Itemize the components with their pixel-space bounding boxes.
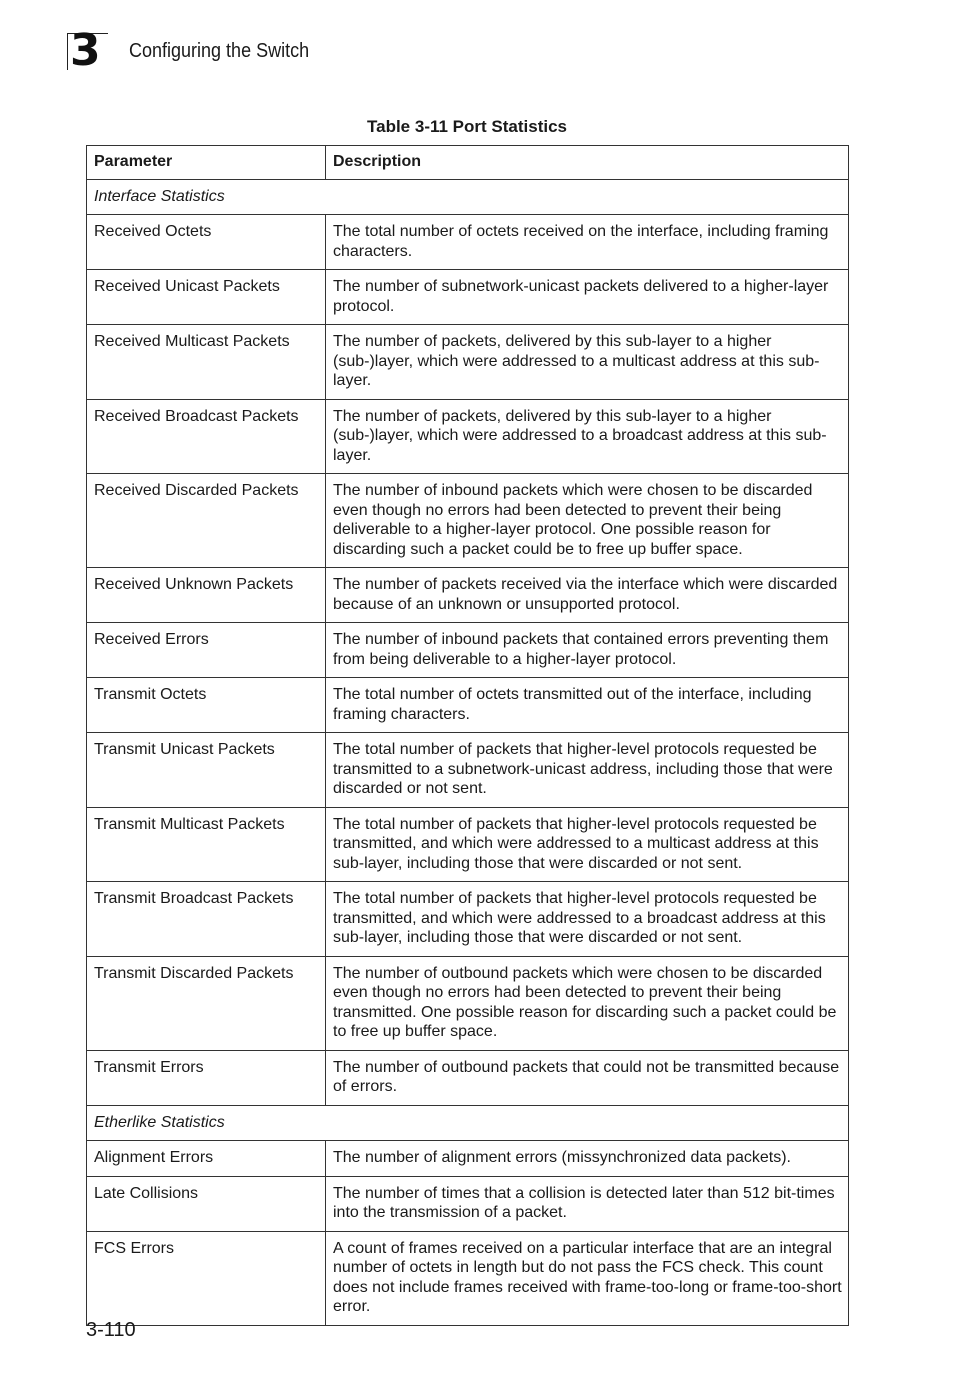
description-cell: The total number of octets received on the interface, including framing characters. [326, 215, 849, 270]
description-cell: The number of outbound packets that could not be transmitted because of errors. [326, 1050, 849, 1105]
description-cell: The total number of packets that higher-level protocols requested be transmitted, and which were addressed to a broadcast address at this sub-layer, including those that were discarded or not sent. [326, 882, 849, 957]
table-section-row [87, 179, 849, 215]
table-section-row [87, 1105, 849, 1141]
column-header-parameter: Parameter [87, 146, 326, 180]
description-cell: A count of frames received on a particular interface that are an integral number of octets in length but do not pass the FCS check. This count does not include frames received with frame-too-long or frame-too-short error. [326, 1231, 849, 1325]
description-cell: The number of packets, delivered by this sub-layer to a higher (sub-)layer, which were addressed to a multicast address at this sub-layer. [326, 325, 849, 400]
table-row [87, 1176, 849, 1231]
chapter-number: 3 [70, 25, 100, 76]
description-cell: The number of inbound packets which were chosen to be discarded even though no errors had been detected to prevent their being deliverable to a higher-layer protocol. One possible reason for discarding such a packet could be to free up buffer space. [326, 474, 849, 568]
table-row [87, 807, 849, 882]
table-row [87, 270, 849, 325]
table-row [87, 568, 849, 623]
parameter-cell: Transmit Broadcast Packets [87, 882, 326, 957]
description-cell: The number of times that a collision is detected later than 512 bit-times into the transmission of a packet. [326, 1176, 849, 1231]
parameter-cell: Transmit Errors [87, 1050, 326, 1105]
page-number: 3-110 [86, 1319, 136, 1341]
port-statistics-table [86, 145, 849, 1326]
parameter-cell: Transmit Unicast Packets [87, 733, 326, 808]
parameter-cell: Received Multicast Packets [87, 325, 326, 400]
table-row [87, 399, 849, 474]
description-cell: The number of subnetwork-unicast packets delivered to a higher-layer protocol. [326, 270, 849, 325]
description-cell: The number of packets, delivered by this sub-layer to a higher (sub-)layer, which were addressed to a broadcast address at this sub-layer. [326, 399, 849, 474]
table-row [87, 215, 849, 270]
table-row [87, 1141, 849, 1177]
parameter-cell: FCS Errors [87, 1231, 326, 1325]
parameter-cell: Alignment Errors [87, 1141, 326, 1177]
table-caption: Table 3-11 Port Statistics [367, 117, 567, 136]
table-row [87, 474, 849, 568]
parameter-cell: Transmit Octets [87, 678, 326, 733]
chapter-title: Configuring the Switch [129, 40, 310, 62]
parameter-cell: Transmit Discarded Packets [87, 956, 326, 1050]
table-row [87, 882, 849, 957]
table-row [87, 623, 849, 678]
description-cell: The total number of packets that higher-level protocols requested be transmitted to a subnetwork-unicast address, including those that were discarded or not sent. [326, 733, 849, 808]
table-row [87, 1050, 849, 1105]
description-cell: The number of alignment errors (missynchronized data packets). [326, 1141, 849, 1177]
description-cell: The total number of packets that higher-level protocols requested be transmitted, and which were addressed to a multicast address at this sub-layer, including those that were discarded or not sent. [326, 807, 849, 882]
parameter-cell: Transmit Multicast Packets [87, 807, 326, 882]
description-cell: The number of outbound packets which were chosen to be discarded even though no errors had been detected to prevent their being transmitted. One possible reason for discarding such a packet could be to free up buffer space. [326, 956, 849, 1050]
description-cell: The number of inbound packets that contained errors preventing them from being deliverable to a higher-layer protocol. [326, 623, 849, 678]
parameter-cell: Received Unknown Packets [87, 568, 326, 623]
parameter-cell: Received Broadcast Packets [87, 399, 326, 474]
table-row [87, 1231, 849, 1325]
table-row [87, 325, 849, 400]
table-row [87, 733, 849, 808]
description-cell: The number of packets received via the interface which were discarded because of an unknown or unsupported protocol. [326, 568, 849, 623]
table-header-row [87, 146, 849, 180]
parameter-cell: Received Unicast Packets [87, 270, 326, 325]
table-body [87, 179, 849, 1325]
section-label: Interface Statistics [87, 179, 849, 215]
parameter-cell: Received Discarded Packets [87, 474, 326, 568]
table-row [87, 678, 849, 733]
parameter-cell: Late Collisions [87, 1176, 326, 1231]
section-label: Etherlike Statistics [87, 1105, 849, 1141]
column-header-description: Description [326, 146, 849, 180]
parameter-cell: Received Errors [87, 623, 326, 678]
parameter-cell: Received Octets [87, 215, 326, 270]
description-cell: The total number of octets transmitted out of the interface, including framing characters. [326, 678, 849, 733]
table-row [87, 956, 849, 1050]
